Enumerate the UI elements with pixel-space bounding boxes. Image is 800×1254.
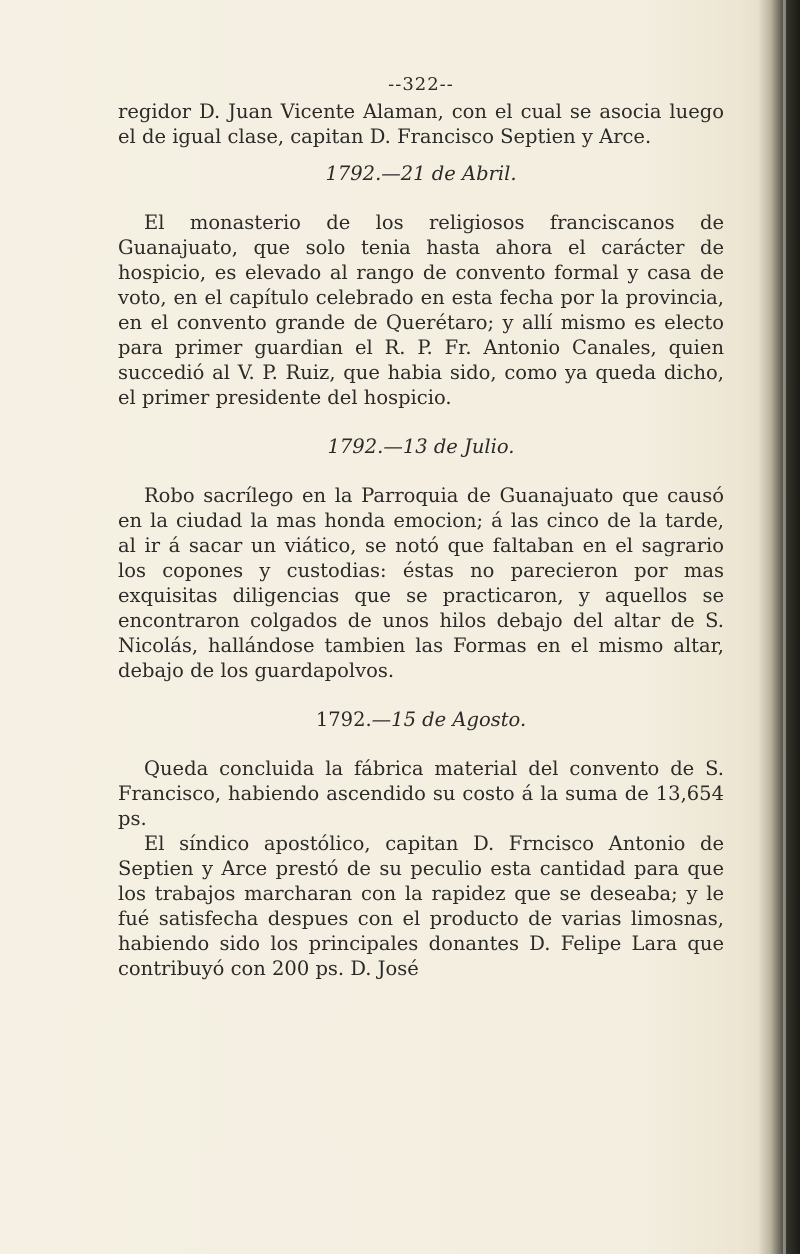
section-date-april: [118, 161, 724, 186]
date-day-month: —15 de Agosto.: [371, 708, 527, 731]
paragraph-sindico: El síndico apostólico, capitan D. Frncisco Antonio de Septien y Arce prestó de su peculio esta cantidad para que los trabajos marcharan con la rapidez que se deseaba; y le fué satisfecha despues con el producto de varias limosnas, habiendo sido los principales donantes D. Felipe Lara que contribuyó con 200 ps. D. José: [118, 832, 724, 980]
book-spine-shadow: [758, 0, 800, 1254]
intro-paragraph: regidor D. Juan Vicente Alaman, con el cual se asocia luego el de igual clase, capitan D. Francisco Septien y Arce.: [118, 100, 724, 148]
book-spine-edge: [783, 0, 786, 1254]
date-day-month: —13 de Julio.: [383, 435, 515, 458]
page-number: --322--: [388, 74, 454, 95]
paragraph-fabrica: Queda concluida la fábrica material del convento de S. Francisco, habiendo ascendido su costo á la suma de 13,654 ps.: [118, 757, 724, 830]
section-date-agosto: [118, 707, 724, 732]
section-date-julio: [118, 434, 724, 459]
date-year: 1792.: [315, 708, 372, 731]
date-day-month: —21 de Abril.: [381, 162, 517, 185]
page-text-block: [118, 72, 724, 981]
date-year: 1792.: [325, 162, 382, 185]
paragraph-monasterio: El monasterio de los religiosos franciscanos de Guanajuato, que solo tenia hasta ahora el carácter de hospicio, es elevado al rango de convento formal y casa de voto, en el capítulo celebrado en esta fecha por la provincia, en el convento grande de Querétaro; y allí mismo es electo para primer guardian el R. P. Fr. Antonio Canales, quien succedió al V. P. Ruiz, que habia sido, como ya queda dicho, el primer presidente del hospicio.: [118, 211, 724, 409]
date-year: 1792.: [327, 435, 384, 458]
paragraph-robo: Robo sacrílego en la Parroquia de Guanajuato que causó en la ciudad la mas honda emocion; á las cinco de la tarde, al ir á sacar un viático, se notó que faltaban en el sagrario los copones y custodias: éstas no parecieron por mas exquisitas diligencias que se practicaron, y aquellos se encontraron colgados de unos hilos debajo del altar de S. Nicolás, hallándose tambien las Formas en el mismo altar, debajo de los guardapolvos.: [118, 484, 724, 682]
